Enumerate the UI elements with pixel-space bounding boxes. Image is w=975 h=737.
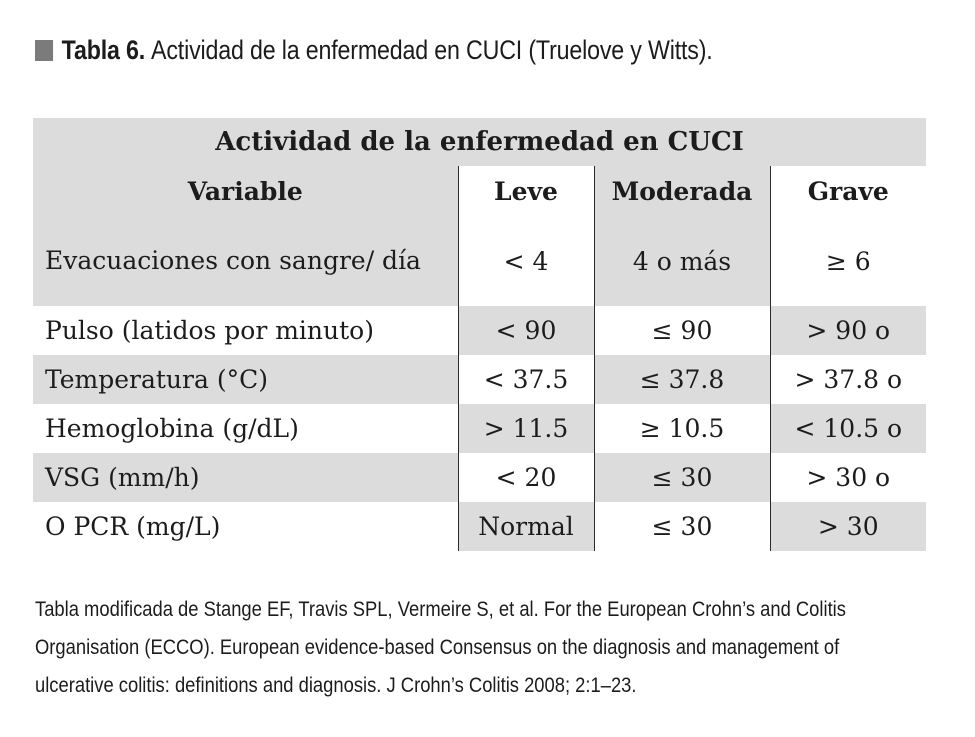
table-row (33, 306, 926, 355)
cell-grave: < 10.5 o (770, 404, 926, 453)
cell-moderada: ≤ 90 (594, 306, 770, 355)
table-row (33, 453, 926, 502)
cell-leve: < 90 (458, 306, 594, 355)
cell-moderada: ≤ 30 (594, 453, 770, 502)
cell-variable: VSG (mm/h) (33, 453, 458, 502)
cell-grave: > 90 o (770, 306, 926, 355)
cell-leve: > 11.5 (458, 404, 594, 453)
table-title-row (33, 118, 926, 166)
cell-variable: Hemoglobina (g/dL) (33, 404, 458, 453)
cell-grave: > 37.8 o (770, 355, 926, 404)
cell-variable: Temperatura (°C) (33, 355, 458, 404)
cell-leve: < 37.5 (458, 355, 594, 404)
table-caption (35, 32, 713, 68)
table-row (33, 216, 926, 306)
disease-activity-table (33, 118, 926, 551)
table-header-row (33, 166, 926, 216)
table-footnote (35, 590, 946, 704)
cell-moderada: ≤ 30 (594, 502, 770, 551)
table-row (33, 404, 926, 453)
cell-variable: O PCR (mg/L) (33, 502, 458, 551)
header-moderada: Moderada (594, 166, 770, 216)
caption-label: Tabla 6. (61, 34, 146, 65)
cell-leve: < 20 (458, 453, 594, 502)
cell-variable: Pulso (latidos por minuto) (33, 306, 458, 355)
header-leve: Leve (458, 166, 594, 216)
cell-moderada: 4 o más (594, 216, 770, 306)
table-title: Actividad de la enfermedad en CUCI (33, 118, 926, 166)
cell-moderada: ≤ 37.8 (594, 355, 770, 404)
cell-grave: ≥ 6 (770, 216, 926, 306)
table-row (33, 502, 926, 551)
header-variable: Variable (33, 166, 458, 216)
table-row (33, 355, 926, 404)
cell-variable: Evacuaciones con sangre/ día (33, 216, 458, 306)
footnote-line: Organisation (ECCO). European evidence-based Consensus on the diagnosis and management of (35, 635, 840, 659)
cell-grave: > 30 o (770, 453, 926, 502)
caption-text: Actividad de la enfermedad en CUCI (Truelove y Witts). (151, 34, 713, 65)
footnote-line: Tabla modificada de Stange EF, Travis SPL, Vermeire S, et al. For the European Crohn’s and Colitis (35, 597, 846, 621)
caption-square-icon (35, 40, 53, 61)
footnote-line: ulcerative colitis: definitions and diagnosis. J Crohn’s Colitis 2008; 2:1–23. (35, 673, 637, 697)
header-grave: Grave (770, 166, 926, 216)
cell-leve: Normal (458, 502, 594, 551)
cell-leve: < 4 (458, 216, 594, 306)
cell-moderada: ≥ 10.5 (594, 404, 770, 453)
cell-grave: > 30 (770, 502, 926, 551)
